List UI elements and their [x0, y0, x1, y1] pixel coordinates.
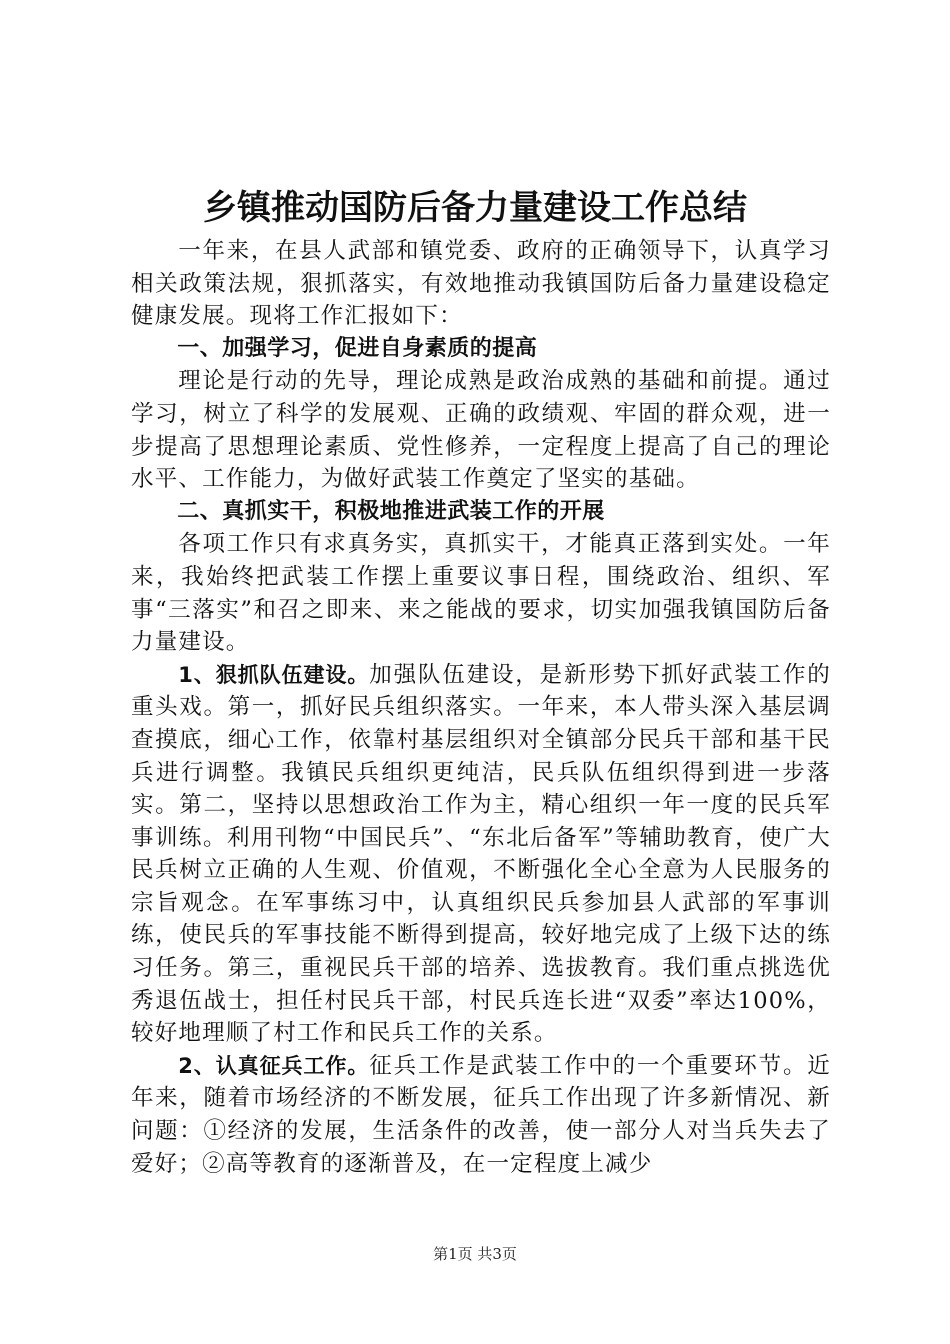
- document-title: 乡镇推动国防后备力量建设工作总结: [203, 188, 747, 228]
- section-heading-2: 二、真抓实干，积极地推进武装工作的开展: [177, 498, 605, 524]
- section-paragraph-2: 各项工作只有求真务实，真抓实干，才能真正落到实处。一年来，我始终把武装工作摆上重要议事日程，围绕政治、组织、军事“三落实”和召之即来、来之能战的要求，切实加强我镇国防后备力量建设。: [131, 531, 831, 656]
- list-item-1-lead: 1、狠抓队伍建设。: [178, 662, 370, 687]
- intro-paragraph: 一年来，在县人武部和镇党委、政府的正确领导下，认真学习相关政策法规，狠抓落实，有效地推动我镇国防后备力量建设稳定健康发展。现将工作汇报如下：: [131, 238, 831, 330]
- list-item-1-text: 加强队伍建设，是新形势下抓好武装工作的重头戏。第一，抓好民兵组织落实。一年来，本人带头深入基层调查摸底，细心工作，依靠村基层组织对全镇部分民兵干部和基干民兵进行调整。我镇民兵组织更纯洁，民兵队伍组织得到进一步落实。第二，坚持以思想政治工作为主，精心组织一年一度的民兵军事训练。利用刊物“中国民兵”、“东北后备军”等辅助教育，使广大民兵树立正确的人生观、价值观，不断强化全心全意为人民服务的宗旨观念。在军事练习中，认真组织民兵参加县人武部的军事训练，使民兵的军事技能不断得到提高，较好地完成了上级下达的练习任务。第三，重视民兵干部的培养、选拔教育。我们重点挑选优秀退伍战士，担任村民兵干部，村民兵连长进“双委”率达100%，较好地理顺了村工作和民兵工作的关系。: [131, 661, 831, 1047]
- document-body: [131, 235, 831, 1180]
- list-item-1: [131, 659, 831, 1050]
- page-footer: 第1页 共3页: [433, 1245, 517, 1263]
- list-item-2-lead: 2、认真征兵工作。: [178, 1053, 370, 1078]
- list-item-2: [131, 1050, 831, 1180]
- section-heading-1: 一、加强学习，促进自身素质的提高: [177, 335, 538, 361]
- list-item-2-text: 征兵工作是武装工作中的一个重要环节。近年来，随着市场经济的不断发展，征兵工作出现了许多新情况、新问题：①经济的发展，生活条件的改善，使一部分人对当兵失去了爱好；②高等教育的逐渐普及，在一定程度上减少: [131, 1052, 831, 1177]
- section-paragraph-1: 理论是行动的先导，理论成熟是政治成熟的基础和前提。通过学习，树立了科学的发展观、正确的政绩观、牢固的群众观，进一步提高了思想理论素质、党性修养，一定程度上提高了自己的理论水平、工作能力，为做好武装工作奠定了坚实的基础。: [131, 368, 831, 493]
